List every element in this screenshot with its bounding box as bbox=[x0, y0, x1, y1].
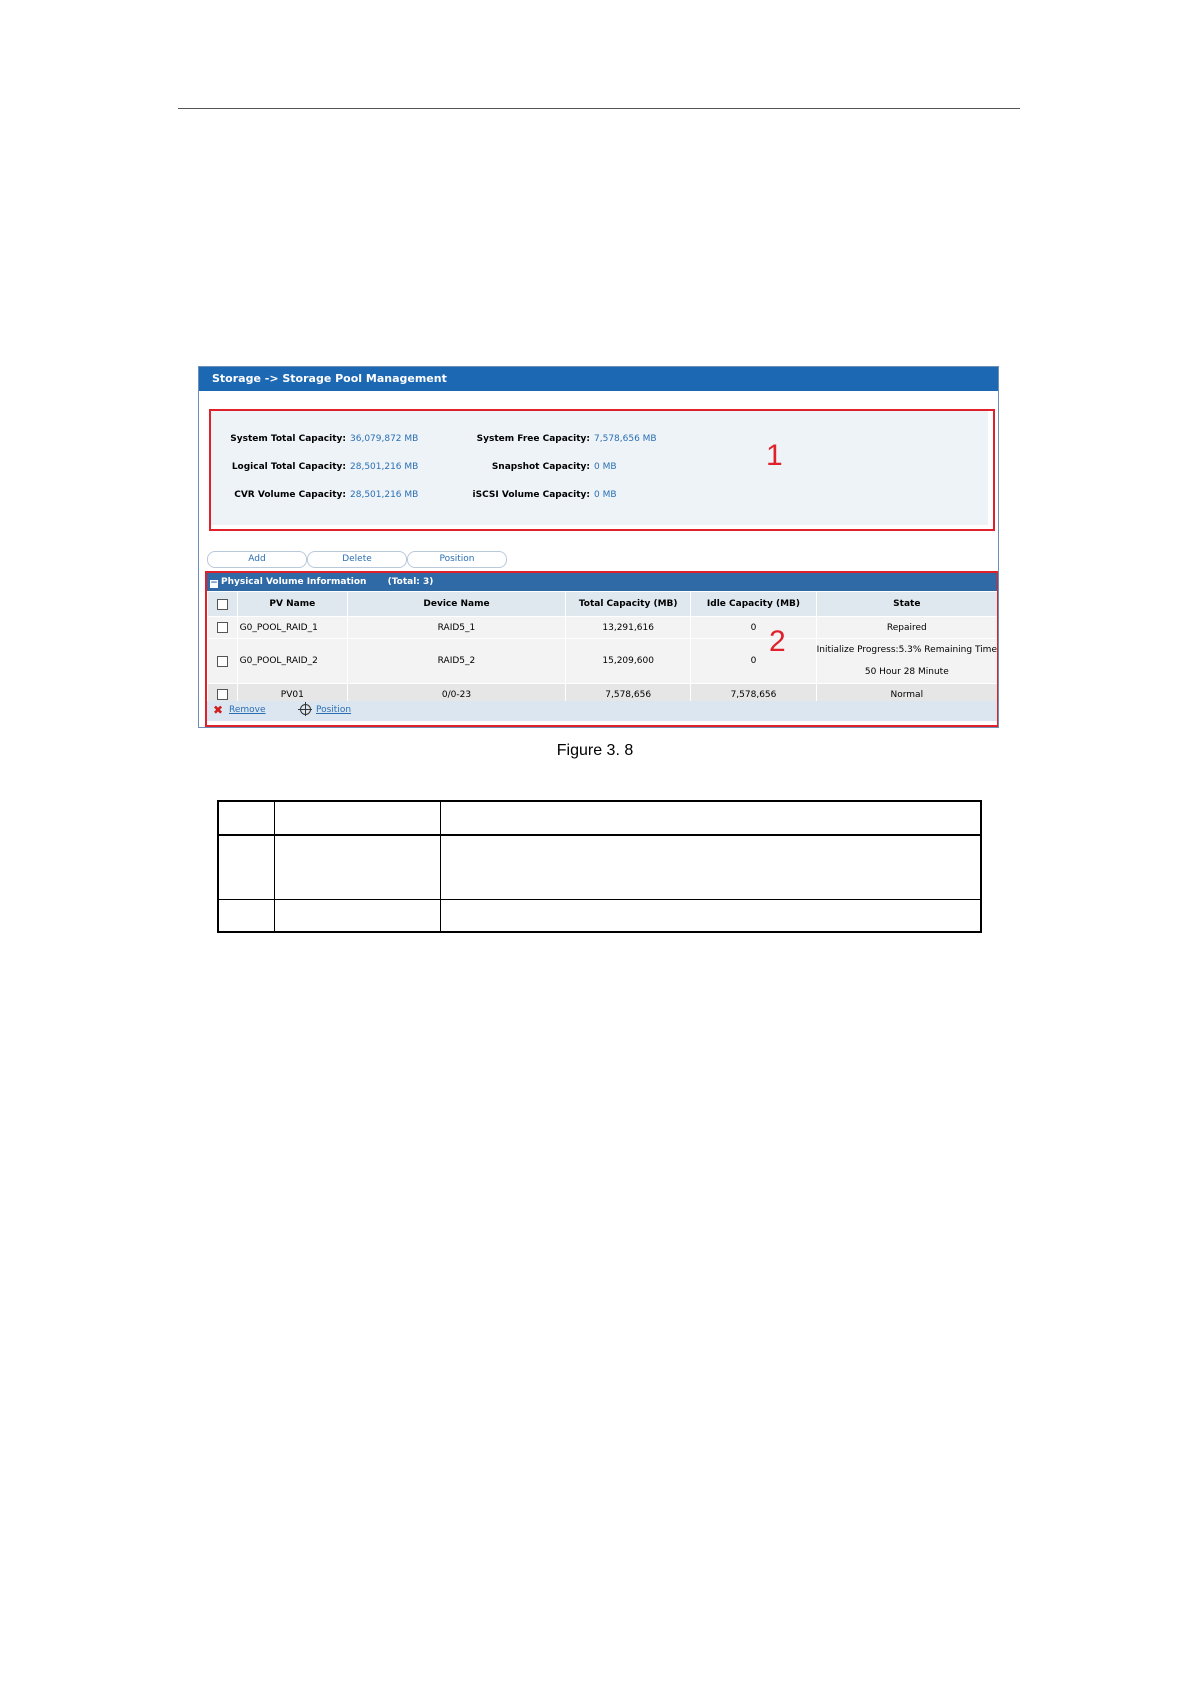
breadcrumb-title: Storage -> Storage Pool Management bbox=[199, 367, 998, 391]
column-header[interactable]: Idle Capacity (MB) bbox=[691, 592, 816, 617]
total-capacity-cell: 15,209,600 bbox=[565, 639, 690, 684]
figure-caption: Figure 3. 8 bbox=[556, 742, 634, 759]
table-cell bbox=[218, 900, 274, 933]
callout-box-1 bbox=[209, 409, 995, 531]
table-cell bbox=[440, 801, 981, 835]
callout-box-2 bbox=[205, 571, 999, 727]
storage-pool-screenshot bbox=[198, 366, 999, 728]
table-cell bbox=[274, 835, 440, 900]
table-row bbox=[218, 900, 981, 933]
remove-icon[interactable]: ✖ bbox=[213, 703, 224, 717]
state-cell: Repaired bbox=[816, 617, 997, 639]
column-header[interactable]: State bbox=[816, 592, 997, 617]
capacity-label: Logical Total Capacity: bbox=[231, 462, 346, 472]
capacity-label: System Free Capacity: bbox=[476, 434, 590, 444]
pv-section-title: Physical Volume Information bbox=[221, 577, 367, 587]
table-row bbox=[218, 835, 981, 900]
device-name-cell: RAID5_2 bbox=[347, 639, 565, 684]
pv-name-cell: G0_POOL_RAID_1 bbox=[237, 617, 347, 639]
remove-link[interactable]: Remove bbox=[229, 705, 266, 715]
table-cell bbox=[440, 835, 981, 900]
callout-number-1: 1 bbox=[766, 439, 783, 472]
idle-capacity-cell: 0 bbox=[691, 639, 816, 684]
total-capacity-cell: 13,291,616 bbox=[565, 617, 690, 639]
capacity-value: 7,578,656 MB bbox=[594, 434, 657, 444]
add-button[interactable]: Add bbox=[207, 551, 307, 568]
capacity-label: System Total Capacity: bbox=[230, 434, 346, 444]
capacity-value: 0 MB bbox=[594, 490, 617, 500]
column-header[interactable]: Total Capacity (MB) bbox=[565, 592, 690, 617]
state-line-1: Initialize Progress:5.3% Remaining Time bbox=[816, 645, 997, 655]
capacity-value: 28,501,216 MB bbox=[350, 490, 419, 500]
capacity-label: Snapshot Capacity: bbox=[491, 462, 590, 472]
device-name-cell: RAID5_1 bbox=[347, 617, 565, 639]
capacity-label: iSCSI Volume Capacity: bbox=[472, 490, 590, 500]
capacity-value: 28,501,216 MB bbox=[350, 462, 419, 472]
capacity-label: CVR Volume Capacity: bbox=[234, 490, 346, 500]
table-cell bbox=[274, 900, 440, 933]
table-cell bbox=[440, 900, 981, 933]
column-header[interactable]: PV Name bbox=[237, 592, 347, 617]
pv-name-cell: G0_POOL_RAID_2 bbox=[237, 639, 347, 684]
state-cell: Normal bbox=[816, 684, 997, 706]
device-name-cell: 0/0-23 bbox=[347, 684, 565, 706]
total-capacity-cell: 7,578,656 bbox=[565, 684, 690, 706]
position-button[interactable]: Position bbox=[407, 551, 507, 568]
position-link[interactable]: Position bbox=[316, 705, 352, 715]
delete-button[interactable]: Delete bbox=[307, 551, 407, 568]
table-cell bbox=[274, 801, 440, 835]
idle-capacity-cell: 0 bbox=[691, 617, 816, 639]
idle-capacity-cell: 7,578,656 bbox=[691, 684, 816, 706]
callout-number-2: 2 bbox=[769, 625, 786, 658]
table-cell bbox=[218, 835, 274, 900]
pv-section-total: (Total: 3) bbox=[387, 577, 434, 587]
table-cell bbox=[218, 801, 274, 835]
capacity-value: 0 MB bbox=[594, 462, 617, 472]
capacity-value: 36,079,872 MB bbox=[350, 434, 419, 444]
table-header-row bbox=[218, 801, 981, 835]
description-table bbox=[217, 800, 982, 933]
collapse-icon[interactable]: − bbox=[210, 578, 218, 588]
column-header[interactable]: Device Name bbox=[347, 592, 565, 617]
page-header-rule bbox=[178, 108, 1020, 109]
pv-name-cell: PV01 bbox=[237, 684, 347, 706]
state-line-2: 50 Hour 28 Minute bbox=[864, 667, 949, 677]
